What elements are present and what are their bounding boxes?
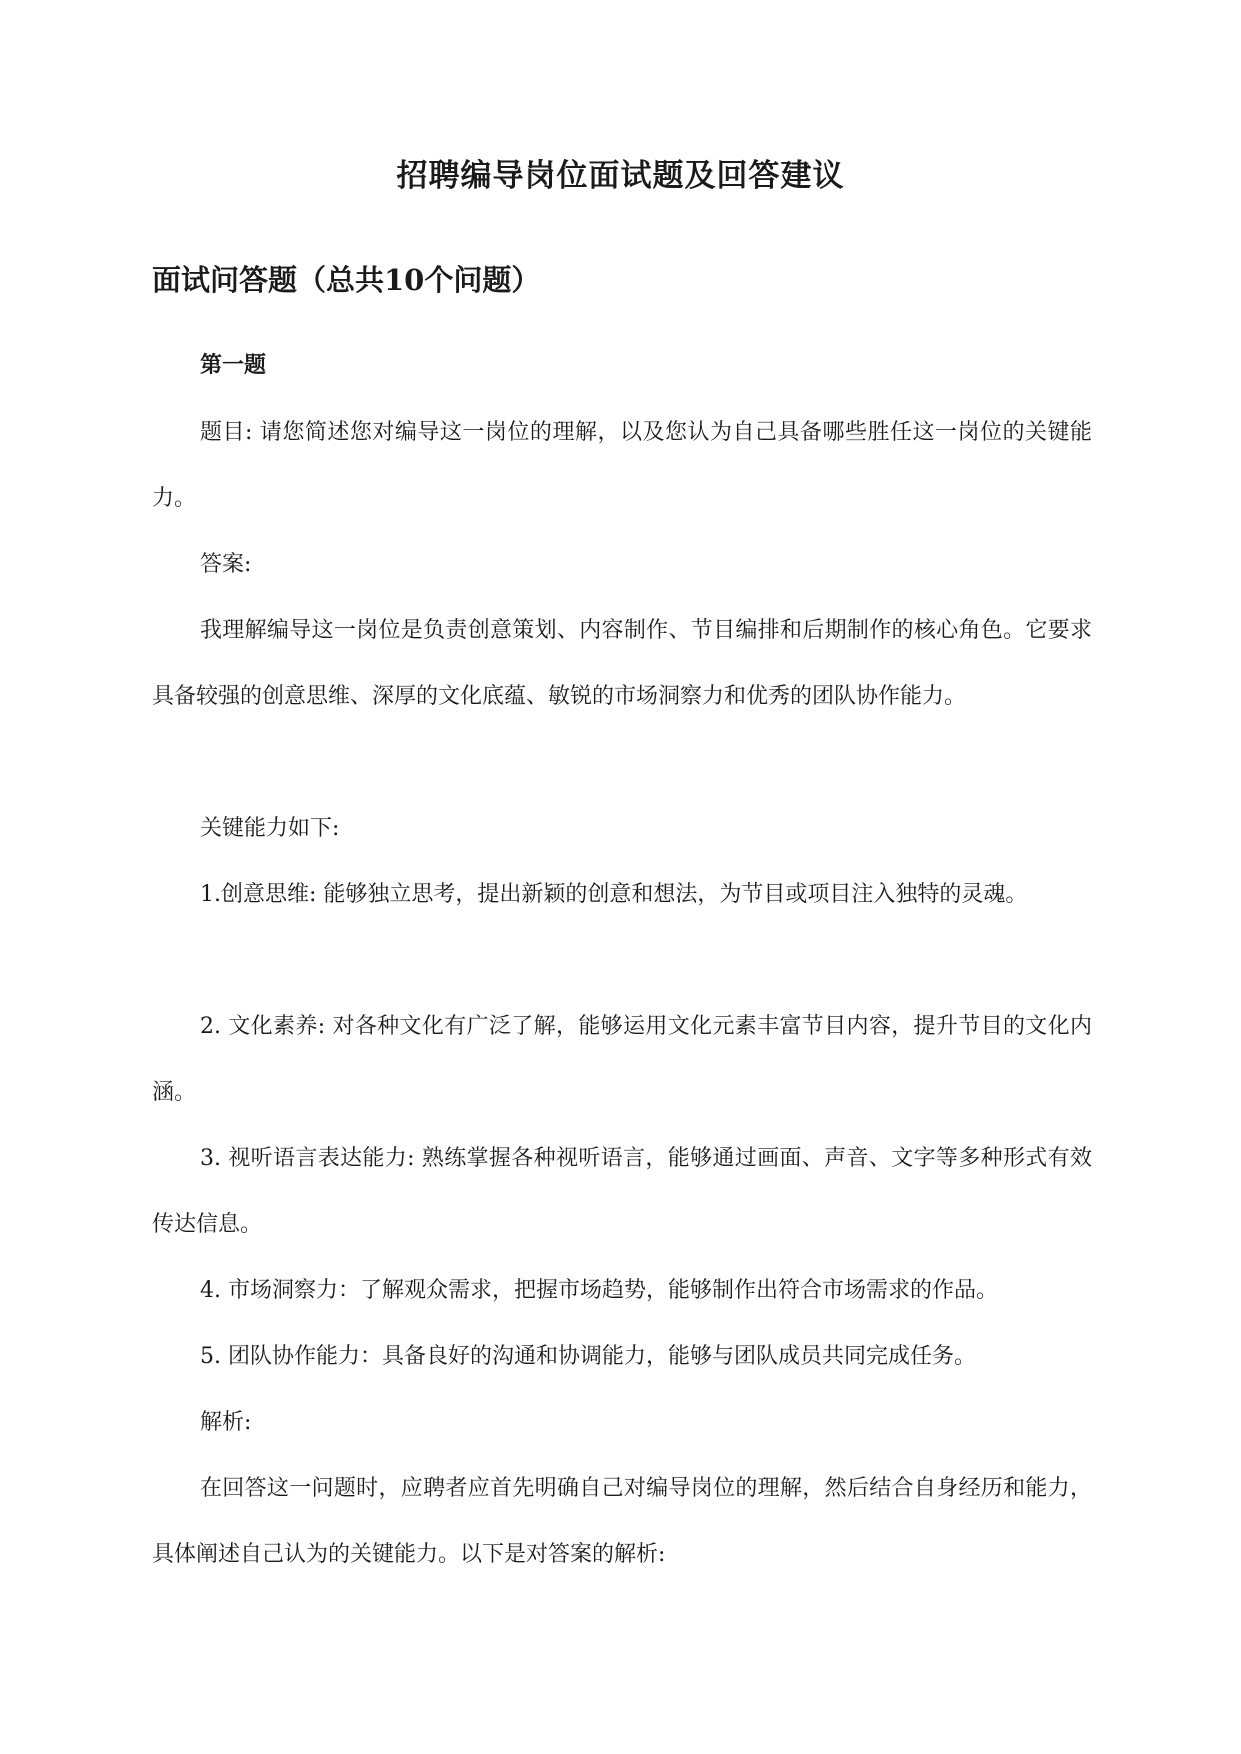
document-title: 招聘编导岗位面试题及回答建议 — [396, 158, 845, 194]
question-text: 题目: 请您简述您对编导这一岗位的理解，以及您认为自己具备哪些胜任这一岗位的关键能力。 — [152, 420, 1092, 511]
question-heading: 第一题 — [200, 352, 267, 378]
answer-label: 答案: — [200, 552, 252, 577]
analysis-text: 在回答这一问题时，应聘者应首先明确自己对编导岗位的理解，然后结合自身经历和能力，具体阐述自己认为的关键能力。以下是对答案的解析: — [152, 1476, 1092, 1567]
analysis-label: 解析: — [200, 1410, 252, 1435]
key-abilities-label: 关键能力如下: — [200, 816, 340, 841]
ability-item: 4. 市场洞察力：了解观众需求，把握市场趋势，能够制作出符合市场需求的作品。 — [200, 1278, 998, 1303]
ability-item: 2. 文化素养: 对各种文化有广泛了解，能够运用文化元素丰富节目内容，提升节目的文化内涵。 — [152, 1014, 1092, 1105]
ability-item: 1.创意思维: 能够独立思考，提出新颖的创意和想法，为节目或项目注入独特的灵魂。 — [200, 882, 1028, 907]
ability-item: 5. 团队协作能力：具备良好的沟通和协调能力，能够与团队成员共同完成任务。 — [200, 1344, 976, 1369]
answer-text: 我理解编导这一岗位是负责创意策划、内容制作、节目编排和后期制作的核心角色。它要求具备较强的创意思维、深厚的文化底蕴、敏锐的市场洞察力和优秀的团队协作能力。 — [152, 618, 1092, 709]
ability-item: 3. 视听语言表达能力: 熟练掌握各种视听语言，能够通过画面、声音、文字等多种形式有效传达信息。 — [152, 1146, 1092, 1237]
section-heading: 面试问答题（总共10个问题） — [152, 263, 541, 297]
